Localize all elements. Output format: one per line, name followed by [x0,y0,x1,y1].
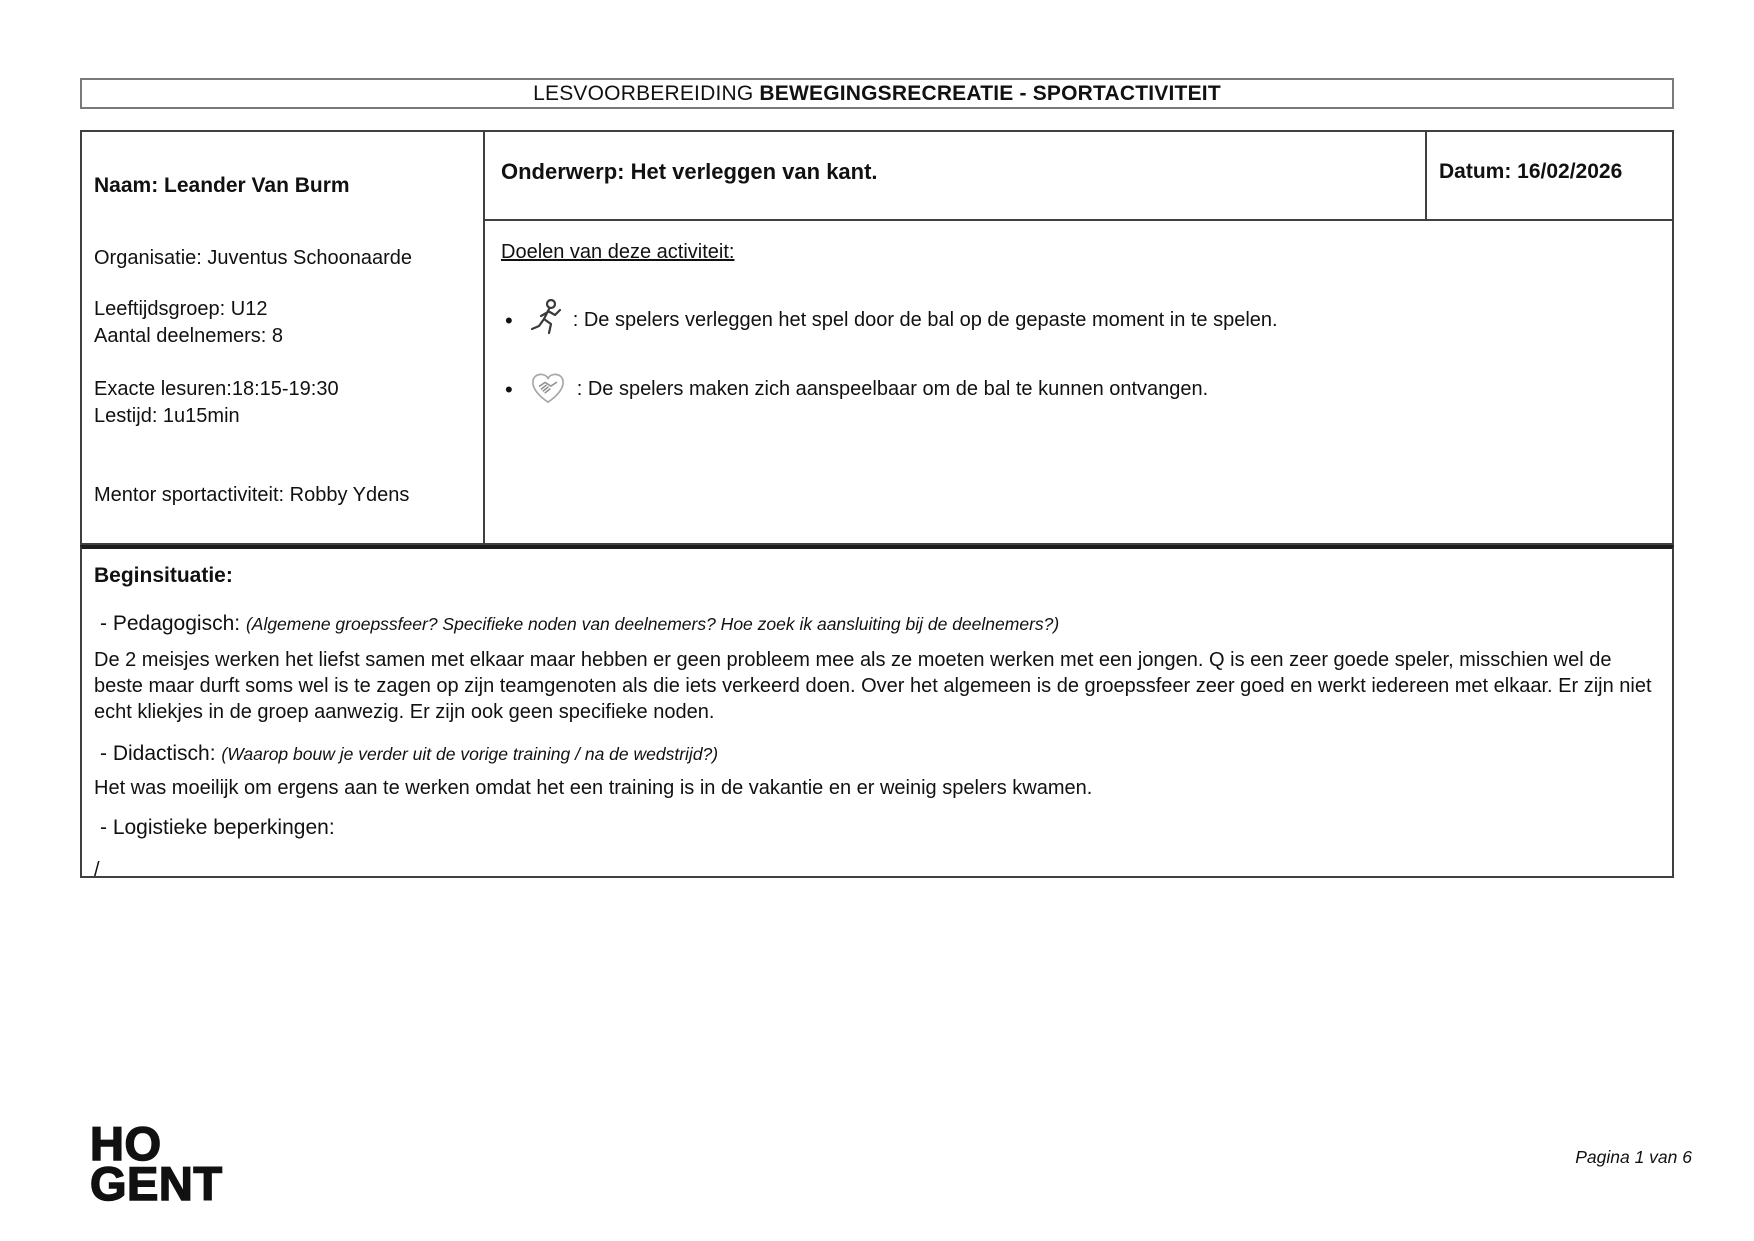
pedagogisch-text: De 2 meisjes werken het liefst samen met elkaar maar hebben er geen probleem mee als ze moeten werken met een jongen. Q is een zeer goede speler, misschien wel de beste maar durft soms wel is te zagen op zijn teamgenoten als die iets verkeerd doen. Over het algemeen is de groepssfeer zeer goed en werkt iedereen met elkaar. Er zijn niet echt kliekjes in de groep aanwezig. Er zijn ook geen specifieke noden. [94,649,1652,723]
mentor-line: Mentor sportactiviteit: Robby Ydens [94,484,410,506]
cell-doelen [485,221,1672,543]
document-title-bar [80,78,1674,109]
logistiek-line [94,815,1654,841]
goal-text-2: : De spelers maken zich aanspeelbaar om de bal te kunnen ontvangen. [576,377,1209,400]
cell-personal-info [82,132,485,543]
didactisch-line [94,741,1654,767]
goal-item-2 [505,372,1662,406]
runner-icon [529,298,563,342]
didactisch-text: Het was moeilijk om ergens aan te werken omdat het een training is in de vakantie en er weinig spelers kwamen. [94,777,1093,799]
datum-text: Datum: 16/02/2026 [1439,160,1623,183]
goal-item-1 [505,298,1662,342]
didactisch-hint: (Waarop bouw je verder uit de vorige training / na de wedstrijd?) [221,744,719,764]
beginsituatie-section [80,545,1674,881]
bullet-icon: • [505,307,513,333]
onderwerp-text: Onderwerp: Het verleggen van kant. [501,159,878,184]
pedagogisch-label: - Pedagogisch: [100,612,246,635]
pedagogisch-hint: (Algemene groepssfeer? Specifieke noden van deelnemers? Hoe zoek ik aansluiting bij de deelnemers?) [245,614,1060,634]
page-number: Pagina 1 van 6 [1575,1147,1692,1167]
logistiek-label: - Logistieke beperkingen: [100,816,335,839]
pedagogisch-line [94,611,1654,637]
hogent-logo-line1: HO [90,1117,162,1170]
cell-datum [1425,132,1672,221]
leeftijdsgroep-line: Leeftijdsgroep: U12 [94,298,268,320]
aantal-deelnemers-line: Aantal deelnemers: 8 [94,325,284,347]
hogent-logo-line2: GENT [90,1157,223,1210]
hogent-logo [90,1117,223,1210]
naam-line: Naam: Leander Van Burm [94,174,350,197]
header-table [80,130,1674,545]
didactisch-label: - Didactisch: [100,742,222,765]
logistiek-text: / [94,859,100,881]
lestijd-line: Lestijd: 1u15min [94,405,240,427]
doelen-heading: Doelen van deze activiteit: [501,241,735,263]
bullet-icon: • [505,376,513,402]
organisatie-line: Organisatie: Juventus Schoonaarde [94,247,412,269]
exacte-lesuren-line: Exacte lesuren:18:15-19:30 [94,378,339,400]
handshake-icon [529,372,567,406]
cell-onderwerp [485,132,1425,221]
title-normal-part: LESVOORBEREIDING [533,81,754,105]
goal-text-1: : De spelers verleggen het spel door de bal op de gepaste moment in te spelen. [572,308,1278,331]
title-bold-part: BEWEGINGSRECREATIE - SPORTACTIVITEIT [759,81,1221,105]
beginsituatie-heading: Beginsituatie: [94,564,233,587]
